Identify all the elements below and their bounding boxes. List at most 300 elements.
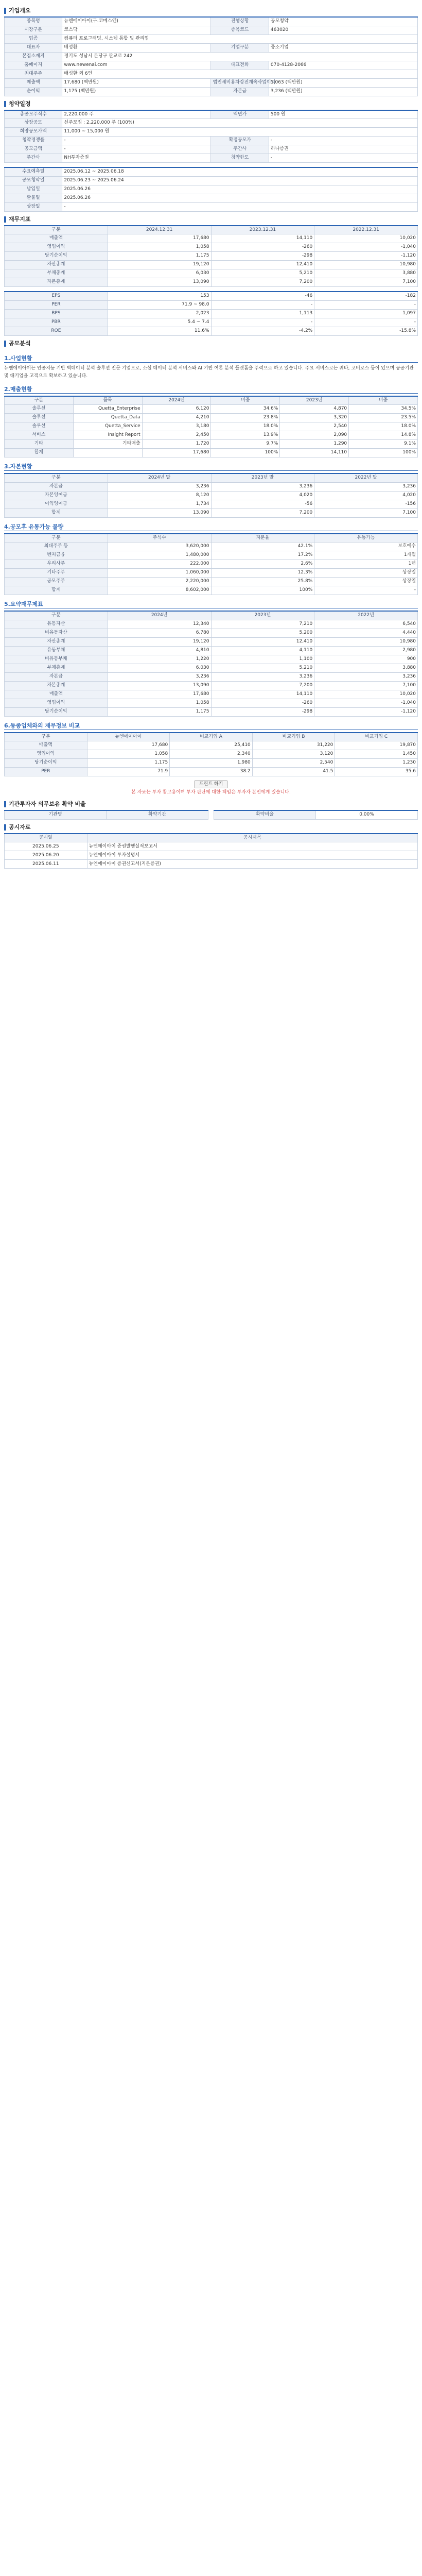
- news-row[interactable]: [5, 842, 418, 851]
- kf-row: [5, 243, 418, 252]
- kf2-label: PBR: [5, 318, 108, 327]
- kf2-cell: 11.6%: [108, 327, 211, 335]
- lock-row: [5, 543, 418, 551]
- news-header: 공시제목: [87, 834, 417, 842]
- peer-label: 영업이익: [5, 750, 87, 759]
- sales-cell: 9.1%: [349, 440, 418, 449]
- offer-label: 총공모주식수: [5, 110, 62, 119]
- basic-value: 코스닥: [62, 26, 211, 35]
- sales-header: 비중: [211, 396, 280, 405]
- sales-cell: 2,090: [280, 431, 349, 440]
- sales-cell: 13.9%: [211, 431, 280, 440]
- sales-row: [5, 405, 418, 414]
- fin-cell: 12,410: [211, 637, 314, 646]
- sales-title: 2.매출현황: [4, 385, 418, 394]
- sched-label: 수요예측일: [5, 167, 62, 176]
- kf-label: 자산총계: [5, 261, 108, 269]
- peer-cell: 31,220: [252, 741, 335, 750]
- lock-cell: -: [314, 586, 418, 595]
- cap-cell: -156: [314, 500, 418, 509]
- lock-table: [4, 533, 418, 596]
- kf-cell: 1,058: [108, 243, 211, 252]
- sales-header: 품목: [73, 396, 142, 405]
- kf-cell: 10,020: [314, 234, 418, 243]
- basic-value: 070-4128-2066: [269, 61, 417, 70]
- sales-cell: 2,540: [280, 422, 349, 431]
- lock-cell: 상장일: [314, 578, 418, 586]
- sales-row: [5, 422, 418, 431]
- intro-title: 1.사업현황: [4, 354, 418, 363]
- fin-header: 2022년: [314, 611, 418, 620]
- lock-header: 유통가능: [314, 534, 418, 543]
- cap-row: [5, 500, 418, 509]
- offer-label: 희망공모가액: [5, 128, 62, 137]
- basic-label: 진행상황: [211, 17, 269, 26]
- offer-label: 청약경쟁률: [5, 137, 62, 145]
- cap-label: 자본금: [5, 482, 108, 491]
- fin-label: 비유동부채: [5, 655, 108, 664]
- offer-label: 공모금액: [5, 145, 62, 154]
- basic-label: 종목명: [5, 17, 62, 26]
- lock-cell: 1개월: [314, 551, 418, 560]
- sales-cell: 6,120: [142, 405, 211, 414]
- kf-row: [5, 252, 418, 261]
- sales-header: 구분: [5, 396, 74, 405]
- kf2-label: BPS: [5, 309, 108, 318]
- lock-header: 구분: [5, 534, 108, 543]
- trading-left: [4, 810, 208, 820]
- peer-row: [5, 750, 418, 759]
- fin-row: [5, 690, 418, 699]
- cap-label: 이익잉여금: [5, 500, 108, 509]
- basic-row: [5, 35, 418, 43]
- fin-cell: 12,340: [108, 620, 211, 629]
- lock-cell: 보호예수: [314, 543, 418, 551]
- fin-cell: 2,980: [314, 646, 418, 655]
- basic-value: 463020: [269, 26, 417, 35]
- news-date: 2025.06.25: [5, 842, 87, 851]
- fin-cell: 900: [314, 655, 418, 664]
- basic-row: [5, 87, 418, 96]
- fin-label: 매출액: [5, 690, 108, 699]
- kf2-cell: 1,097: [314, 309, 418, 318]
- lock-row: [5, 586, 418, 595]
- sales-cell: 17,680: [142, 449, 211, 457]
- offer-row: [5, 119, 418, 128]
- basic-label: 자본금: [211, 87, 269, 96]
- lock-row: [5, 551, 418, 560]
- lock-header: 주식수: [108, 534, 211, 543]
- trading-right: [214, 810, 418, 820]
- kf-label: 당기순이익: [5, 252, 108, 261]
- peer-row: [5, 733, 418, 741]
- fin-label: 당기순이익: [5, 707, 108, 716]
- cap-cell: 3,236: [314, 482, 418, 491]
- kf-cell: 19,120: [108, 261, 211, 269]
- peer-header: 비교기업 B: [252, 733, 335, 741]
- news-title: 뉴엔에이아이 증권신고서(지분증권): [87, 860, 417, 869]
- sales-cell: 14.8%: [349, 431, 418, 440]
- fin-cell: 4,110: [211, 646, 314, 655]
- news-row[interactable]: [5, 860, 418, 869]
- fin-cell: 13,090: [108, 681, 211, 690]
- fin-cell: 3,880: [314, 664, 418, 672]
- news-date: 2025.06.11: [5, 860, 87, 869]
- offer-row: [5, 154, 418, 163]
- lock-label: 합계: [5, 586, 108, 595]
- peer-row: [5, 768, 418, 776]
- basic-label: 순이익: [5, 87, 62, 96]
- fin-label: 유동부채: [5, 646, 108, 655]
- basic-row: [5, 17, 418, 26]
- sales-label: 솔루션: [5, 405, 74, 414]
- lock-cell: 1,060,000: [108, 569, 211, 578]
- fin-cell: 17,680: [108, 690, 211, 699]
- kf-cell: -1,120: [314, 252, 418, 261]
- offer-label: 청약한도: [211, 154, 269, 163]
- basic-value: 1,063 (백만원): [269, 78, 417, 87]
- fin-label: 영업이익: [5, 699, 108, 707]
- intro-text: 뉴엔에이아이는 인공지능 기반 빅데이터 분석 솔루션 전문 기업으로, 소셜 데이터 분석 서비스와 AI 기반 여론 분석 플랫폼을 주력으로 하고 있습니다. 주요 서비스로는 퀘타, 코버로스 등이 있으며 공공기관 및 대기업을 고객으로 확보하고 있습니다.: [4, 365, 414, 379]
- fin-row: [5, 611, 418, 620]
- trading-left-head: 기관명: [5, 810, 107, 819]
- kf-header: 2023.12.31: [211, 226, 314, 234]
- sales-row: [5, 396, 418, 405]
- basic-value: 경기도 성남시 분당구 판교로 242: [62, 52, 418, 61]
- fin-row: [5, 629, 418, 637]
- kf2-label: PER: [5, 300, 108, 309]
- cap-cell: 8,120: [108, 491, 211, 500]
- notice: 본 자료는 투자 참고용이며 투자 판단에 대한 책임은 투자자 본인에게 있습니다.: [131, 790, 291, 795]
- news-title: 뉴엔에이아이 증권발행실적보고서: [87, 842, 417, 851]
- peer-cell: 35.6: [335, 768, 418, 776]
- offer-row: [5, 145, 418, 154]
- fin-cell: 14,110: [211, 690, 314, 699]
- kf-cell: 17,680: [108, 234, 211, 243]
- peer-label: 매출액: [5, 741, 87, 750]
- peer-cell: 1,980: [170, 759, 253, 768]
- news-row[interactable]: [5, 851, 418, 860]
- lock-label: 공모주주: [5, 578, 108, 586]
- sales-cell: 3,180: [142, 422, 211, 431]
- kf2-cell: -182: [314, 292, 418, 300]
- peer-cell: 3,120: [252, 750, 335, 759]
- peer-label: PER: [5, 768, 87, 776]
- kf2-table: [4, 291, 418, 336]
- sched-value: 2025.06.26: [62, 194, 418, 202]
- fin-row: [5, 637, 418, 646]
- sched-label: 환불일: [5, 194, 62, 202]
- lock-label: 우리사주: [5, 560, 108, 569]
- lock-cell: 2.6%: [211, 560, 314, 569]
- news-header-row: [5, 834, 418, 842]
- kf-row: [5, 269, 418, 278]
- kf-header: 2022.12.31: [314, 226, 418, 234]
- cap-row: [5, 509, 418, 517]
- basic-label: 최대주주: [5, 70, 62, 78]
- lock-header: 지분율: [211, 534, 314, 543]
- sales-label: 합계: [5, 449, 74, 457]
- cap-cell: 13,090: [108, 509, 211, 517]
- sales-cell: 14,110: [280, 449, 349, 457]
- sales-label: 서비스: [5, 431, 74, 440]
- fin-cell: 3,236: [211, 672, 314, 681]
- fin-cell: 19,120: [108, 637, 211, 646]
- sales-cell: 23.8%: [211, 414, 280, 422]
- lock-cell: 222,000: [108, 560, 211, 569]
- lock-title: 4.공모후 유통가능 물량: [4, 523, 418, 531]
- offer-value: 2,220,000 주: [62, 110, 211, 119]
- offer-value: -: [269, 154, 417, 163]
- offer-label: 상장공모: [5, 119, 62, 128]
- basic-label: 업종: [5, 35, 62, 43]
- kf2-label: EPS: [5, 292, 108, 300]
- print-button[interactable]: 프린트 하기: [195, 781, 227, 788]
- offer-value: 하나증권: [269, 145, 417, 154]
- kf-cell: 6,030: [108, 269, 211, 278]
- peer-cell: 17,680: [87, 741, 170, 750]
- kf-cell: 5,210: [211, 269, 314, 278]
- basic-value: 뉴엔에이아이(구.코메스앤): [62, 17, 211, 26]
- kf2-cell: -: [211, 318, 314, 327]
- cap-row: [5, 473, 418, 482]
- sales-cell: 34.5%: [349, 405, 418, 414]
- basic-label: 대표자: [5, 43, 62, 52]
- sales-cell: 18.0%: [349, 422, 418, 431]
- kf2-cell: 5.4 ~ 7.4: [108, 318, 211, 327]
- peer-header: 구분: [5, 733, 87, 741]
- fin-cell: 5,200: [211, 629, 314, 637]
- fin-label: 자본금: [5, 672, 108, 681]
- section-basic: 기업개요: [4, 5, 418, 16]
- fin-cell: 3,236: [314, 672, 418, 681]
- kf2-row: [5, 292, 418, 300]
- cap-cell: 3,236: [108, 482, 211, 491]
- fin-cell: 10,020: [314, 690, 418, 699]
- lock-cell: 100%: [211, 586, 314, 595]
- lock-cell: 17.2%: [211, 551, 314, 560]
- sched-row: [5, 202, 418, 211]
- fin-cell: 6,780: [108, 629, 211, 637]
- offer-row: [5, 110, 418, 119]
- sales-header: 2023년: [280, 396, 349, 405]
- fin-cell: -1,120: [314, 707, 418, 716]
- sched-label: 상장일: [5, 202, 62, 211]
- fin-cell: 1,220: [108, 655, 211, 664]
- sales-row: [5, 440, 418, 449]
- fin-row: [5, 681, 418, 690]
- kf-cell: -1,040: [314, 243, 418, 252]
- peer-cell: 2,340: [170, 750, 253, 759]
- peer-title: 6.동종업체와의 재무정보 비교: [4, 722, 418, 730]
- sales-row: [5, 414, 418, 422]
- section-schedule: 청약일정: [4, 98, 418, 110]
- offer-value: 500 원: [269, 110, 417, 119]
- offer-label: 액면가: [211, 110, 269, 119]
- kf2-cell: -: [314, 300, 418, 309]
- fin-title: 5.요약재무제표: [4, 600, 418, 608]
- fin-table: [4, 611, 418, 717]
- kf2-cell: -: [211, 300, 314, 309]
- kf2-cell: -15.8%: [314, 327, 418, 335]
- sched-value: 2025.06.26: [62, 185, 418, 194]
- sales-cell: 기타매출: [73, 440, 142, 449]
- offer-row: [5, 128, 418, 137]
- cap-header: 2023년 말: [211, 473, 314, 482]
- fin-label: 비유동자산: [5, 629, 108, 637]
- sales-cell: 100%: [349, 449, 418, 457]
- basic-value: 중소기업: [269, 43, 417, 52]
- fin-header: 2023년: [211, 611, 314, 620]
- sched-row: [5, 176, 418, 185]
- cap-row: [5, 491, 418, 500]
- kf2-row: [5, 327, 418, 335]
- sales-cell: 23.5%: [349, 414, 418, 422]
- peer-cell: 41.5: [252, 768, 335, 776]
- basic-row: [5, 52, 418, 61]
- sales-cell: Quetta_Data: [73, 414, 142, 422]
- news-title: 뉴엔에이아이 투자설명서: [87, 851, 417, 860]
- fin-cell: -260: [211, 699, 314, 707]
- sales-label: 솔루션: [5, 422, 74, 431]
- sched-label: 공모청약일: [5, 176, 62, 185]
- page: [0, 0, 422, 869]
- sales-label: 기타: [5, 440, 74, 449]
- offer-value: 11,000 ~ 15,000 원: [62, 128, 418, 137]
- cap-label: 합계: [5, 509, 108, 517]
- basic-value: www.newenai.com: [62, 61, 211, 70]
- offer-label: 주간사: [5, 154, 62, 163]
- lock-cell: 2,220,000: [108, 578, 211, 586]
- peer-header: 비교기업 A: [170, 733, 253, 741]
- fin-cell: 7,210: [211, 620, 314, 629]
- fin-label: 유동자산: [5, 620, 108, 629]
- fin-row: [5, 707, 418, 716]
- peer-cell: 1,230: [335, 759, 418, 768]
- fin-row: [5, 699, 418, 707]
- offer-value: NH투자증권: [62, 154, 211, 163]
- basic-label: 매출액: [5, 78, 62, 87]
- peer-label: 당기순이익: [5, 759, 87, 768]
- basic-label: 기업구분: [211, 43, 269, 52]
- sales-header: 비중: [349, 396, 418, 405]
- fin-cell: 5,210: [211, 664, 314, 672]
- kf-cell: -260: [211, 243, 314, 252]
- fin-cell: -1,040: [314, 699, 418, 707]
- cap-table: [4, 473, 418, 518]
- peer-cell: 71.9: [87, 768, 170, 776]
- fin-header: 구분: [5, 611, 108, 620]
- kf-row: [5, 234, 418, 243]
- basic-row: [5, 70, 418, 78]
- fin-cell: 10,980: [314, 637, 418, 646]
- cap-cell: 7,200: [211, 509, 314, 517]
- news-header: 공시일: [5, 834, 87, 842]
- kf-header: 2024.12.31: [108, 226, 211, 234]
- trading-right-head: 확약비율: [214, 810, 316, 819]
- cap-cell: 3,236: [211, 482, 314, 491]
- fin-row: [5, 620, 418, 629]
- fin-row: [5, 646, 418, 655]
- trading-right-val: 0.00%: [316, 810, 418, 819]
- fin-cell: 7,200: [211, 681, 314, 690]
- lock-row: [5, 534, 418, 543]
- cap-row: [5, 482, 418, 491]
- cap-header: 구분: [5, 473, 108, 482]
- peer-cell: 38.2: [170, 768, 253, 776]
- section-trading: 기관투자자 의무보유 확약 비율: [4, 799, 418, 810]
- peer-header: 뉴엔에이아이: [87, 733, 170, 741]
- sales-cell: 4,210: [142, 414, 211, 422]
- basic-row: [5, 26, 418, 35]
- sched-row: [5, 167, 418, 176]
- kf-label: 자본총계: [5, 278, 108, 287]
- fin-cell: 6,030: [108, 664, 211, 672]
- fin-cell: 6,540: [314, 620, 418, 629]
- kf-cell: 3,880: [314, 269, 418, 278]
- kf2-cell: 71.9 ~ 98.0: [108, 300, 211, 309]
- sales-cell: 100%: [211, 449, 280, 457]
- fin-cell: 1,058: [108, 699, 211, 707]
- kf-table: [4, 225, 418, 287]
- kf-row: [5, 278, 418, 287]
- kf-cell: 12,410: [211, 261, 314, 269]
- offer-value: -: [62, 145, 211, 154]
- kf2-cell: 1,113: [211, 309, 314, 318]
- kf-cell: 1,175: [108, 252, 211, 261]
- cap-cell: 7,100: [314, 509, 418, 517]
- section-public: 공모분석: [4, 338, 418, 349]
- lock-cell: 1년: [314, 560, 418, 569]
- kf2-label: ROE: [5, 327, 108, 335]
- fin-cell: -298: [211, 707, 314, 716]
- basic-row: [5, 78, 418, 87]
- basic-value: 1,175 (백만원): [62, 87, 211, 96]
- sched-value: 2025.06.23 ~ 2025.06.24: [62, 176, 418, 185]
- lock-label: 기타주주: [5, 569, 108, 578]
- cap-header: 2024년 말: [108, 473, 211, 482]
- sales-row: [5, 449, 418, 457]
- basic-value: 배성환: [62, 43, 211, 52]
- lock-cell: 3,620,000: [108, 543, 211, 551]
- sales-row: [5, 431, 418, 440]
- fin-row: [5, 655, 418, 664]
- kf-label: 매출액: [5, 234, 108, 243]
- sales-cell: 4,870: [280, 405, 349, 414]
- sched-value: -: [62, 202, 418, 211]
- kf-cell: 7,200: [211, 278, 314, 287]
- offer-label: 주간사: [211, 145, 269, 154]
- fin-label: 부채총계: [5, 664, 108, 672]
- sched-value: 2025.06.12 ~ 2025.06.18: [62, 167, 418, 176]
- sales-cell: 1,720: [142, 440, 211, 449]
- cap-cell: 4,020: [314, 491, 418, 500]
- offer-row: [5, 137, 418, 145]
- basic-row: [5, 43, 418, 52]
- sched-row: [5, 194, 418, 202]
- cap-label: 자본잉여금: [5, 491, 108, 500]
- sched-table: [4, 167, 418, 212]
- lock-cell: 12.3%: [211, 569, 314, 578]
- kf-label: 부채총계: [5, 269, 108, 278]
- kf-row: [5, 226, 418, 234]
- news-table: [4, 833, 418, 869]
- kf-cell: -298: [211, 252, 314, 261]
- basic-label: 본점소재지: [5, 52, 62, 61]
- sales-label: 솔루션: [5, 414, 74, 422]
- sales-cell: 3,320: [280, 414, 349, 422]
- basic-label: 홈페이지: [5, 61, 62, 70]
